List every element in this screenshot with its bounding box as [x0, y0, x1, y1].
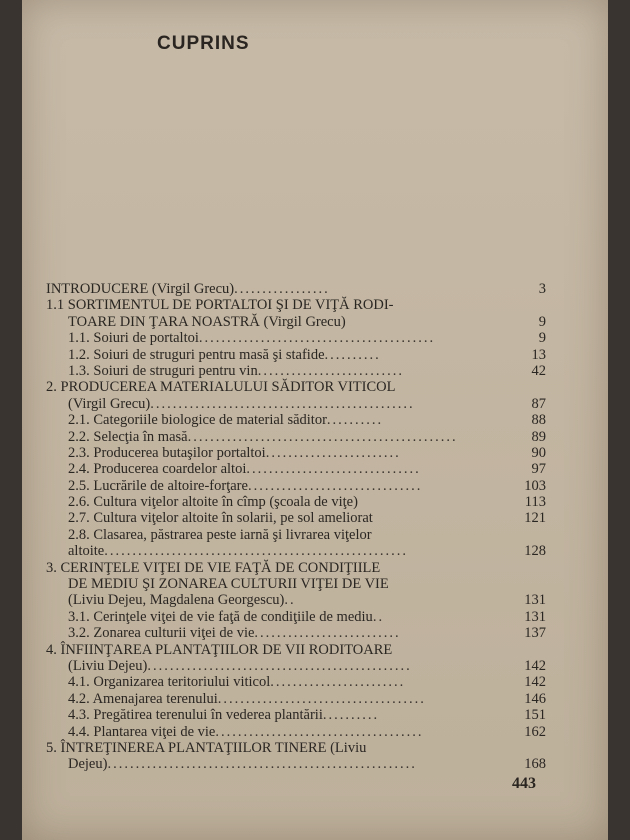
toc-entry [46, 445, 546, 461]
toc-page-number: 142 [524, 674, 546, 691]
toc-leader-dots: .......................................... [198, 330, 436, 347]
toc-entry [46, 674, 546, 690]
toc-entry-text: 5. ÎNTREŢINEREA PLANTAŢIILOR TINERE (Liviu [46, 739, 367, 756]
toc-page-number: 89 [531, 428, 546, 445]
toc-entry [46, 707, 546, 723]
toc-entry [46, 592, 546, 608]
toc-page-number: 13 [531, 346, 546, 363]
toc-entry-text: DE MEDIU ŞI ZONAREA CULTURII VIŢEI DE VIE [68, 576, 389, 593]
toc-entry [46, 297, 546, 313]
toc-leader-dots: .. [284, 592, 296, 609]
toc-leader-dots: .......... [324, 346, 381, 363]
toc-entry [46, 625, 546, 641]
toc-page-number: 151 [524, 707, 546, 724]
toc-entry [46, 494, 546, 510]
toc-page-number: 168 [524, 756, 546, 773]
toc-entry [46, 658, 546, 674]
toc-entry [46, 314, 546, 330]
toc-page-number: 131 [524, 592, 546, 609]
toc-entry-text: 2.2. Selecţia în masă [68, 428, 188, 445]
toc-entry-text: 1.3. Soiuri de struguri pentru vin [68, 362, 258, 379]
toc-page-number: 3 [538, 281, 546, 297]
toc-leader-dots: ............................... [246, 461, 421, 478]
toc-entry [46, 461, 546, 477]
toc-page-number: 97 [531, 461, 546, 478]
toc-entry [46, 412, 546, 428]
toc-leader-dots: ............................................... [147, 657, 412, 674]
toc-entry-text: 2.8. Clasarea, păstrarea peste iarnă şi livrarea viţelor [68, 526, 372, 543]
toc-entry-text: 4.3. Pregătirea terenului în vederea plantării [68, 707, 323, 724]
toc-entry-text: 3.2. Zonarea culturii viţei de vie [68, 625, 255, 642]
book-page [22, 0, 608, 840]
toc-entry-text: Dejeu) [68, 756, 108, 773]
toc-entry [46, 609, 546, 625]
toc-entry [46, 756, 546, 772]
toc-leader-dots: .......................... [254, 625, 401, 642]
toc-page-number: 121 [524, 510, 546, 527]
toc-entry [46, 347, 546, 363]
toc-entry [46, 527, 546, 543]
toc-entry-text: 1.1. Soiuri de portaltoi [68, 330, 199, 347]
toc-entry-text: 1.2. Soiuri de struguri pentru masă şi stafide [68, 346, 325, 363]
toc-entry [46, 363, 546, 379]
toc-entry-text: 2.5. Lucrările de altoire-forţare [68, 477, 248, 494]
toc-page-number: 162 [524, 723, 546, 740]
toc-page-number: 9 [538, 313, 546, 330]
toc-entry [46, 478, 546, 494]
toc-leader-dots: ....................................................... [107, 756, 417, 773]
toc-entry-text: 2.6. Cultura viţelor altoite în cîmp (şcoala de viţe) [68, 494, 358, 511]
toc-page-number: 113 [524, 494, 546, 511]
toc-entry [46, 379, 546, 395]
toc-entry [46, 560, 546, 576]
toc-page-number: 146 [524, 690, 546, 707]
toc-entry-text: 4.4. Plantarea viţei de vie [68, 723, 216, 740]
toc-entry [46, 429, 546, 445]
toc-page-number: 103 [524, 477, 546, 494]
toc-page-number: 88 [531, 412, 546, 429]
toc-leader-dots: .......... [326, 412, 384, 429]
toc-entry-text: altoite [68, 543, 105, 560]
toc-entry [46, 642, 546, 658]
toc-entry-text: 4. ÎNFIINŢAREA PLANTAŢIILOR DE VII RODITOARE [46, 641, 393, 658]
toc-entry [46, 576, 546, 592]
toc-entry-text: 2.4. Producerea coardelor altoi [68, 461, 247, 478]
toc-entry [46, 281, 546, 297]
toc-entry-text: TOARE DIN ŢARA NOASTRĂ (Virgil Grecu) [68, 313, 346, 330]
page-title: CUPRINS [157, 33, 250, 54]
toc-page-number: 42 [531, 362, 546, 379]
toc-entry-text: 3.1. Cerinţele viţei de vie faţă de condiţiile de mediu [68, 608, 373, 625]
toc-entry-text: 4.1. Organizarea teritoriului viticol [68, 674, 271, 691]
toc-leader-dots: ...................................................... [104, 543, 408, 560]
toc-page-number: 142 [524, 657, 546, 674]
toc-entry-text: 2.7. Cultura viţelor altoite în solarii, pe sol ameliorat [68, 510, 373, 527]
toc-leader-dots: ................. [234, 281, 330, 297]
toc-entry-text: 2. PRODUCEREA MATERIALULUI SĂDITOR VITICOL [46, 379, 396, 396]
toc-leader-dots: .......................... [257, 362, 404, 379]
toc-entry [46, 740, 546, 756]
toc-entry-text: 2.3. Producerea butaşilor portaltoi [68, 444, 266, 461]
table-of-contents [46, 281, 546, 773]
toc-page-number: 9 [538, 330, 546, 347]
toc-entry [46, 543, 546, 559]
toc-entry [46, 510, 546, 526]
page-number: 443 [512, 775, 536, 792]
toc-entry-text: (Liviu Dejeu, Magdalena Georgescu) [68, 592, 285, 609]
toc-entry [46, 396, 546, 412]
toc-leader-dots: ........................ [270, 674, 406, 691]
toc-leader-dots: ..................................... [217, 690, 426, 707]
toc-entry-text: 4.2. Amenajarea terenului [68, 690, 218, 707]
toc-entry-text: (Virgil Grecu) [68, 395, 151, 412]
toc-leader-dots: ............................... [247, 477, 423, 494]
toc-leader-dots: .. [372, 608, 385, 625]
toc-entry [46, 724, 546, 740]
toc-entry-text: 1.1 SORTIMENTUL DE PORTALTOI ŞI DE VIŢĂ RODI- [46, 297, 394, 314]
toc-entry-text: 3. CERINŢELE VIŢEI DE VIE FAŢĂ DE CONDIŢIILE [46, 559, 381, 576]
toc-leader-dots: ............................................... [150, 395, 415, 412]
toc-page-number: 87 [531, 395, 546, 412]
toc-entry [46, 691, 546, 707]
toc-leader-dots: .......... [322, 707, 380, 724]
toc-page-number: 128 [524, 543, 546, 560]
toc-leader-dots: ........................ [265, 444, 401, 461]
toc-entry [46, 330, 546, 346]
toc-leader-dots: ................................................ [187, 428, 458, 445]
toc-entry-text: 2.1. Categoriile biologice de material săditor [68, 412, 327, 429]
toc-page-number: 131 [524, 608, 546, 625]
toc-entry-text: (Liviu Dejeu) [68, 657, 148, 674]
toc-entry-text: INTRODUCERE (Virgil Grecu) [46, 281, 235, 297]
toc-page-number: 137 [524, 625, 546, 642]
toc-page-number: 90 [531, 444, 546, 461]
toc-leader-dots: ..................................... [215, 723, 424, 740]
